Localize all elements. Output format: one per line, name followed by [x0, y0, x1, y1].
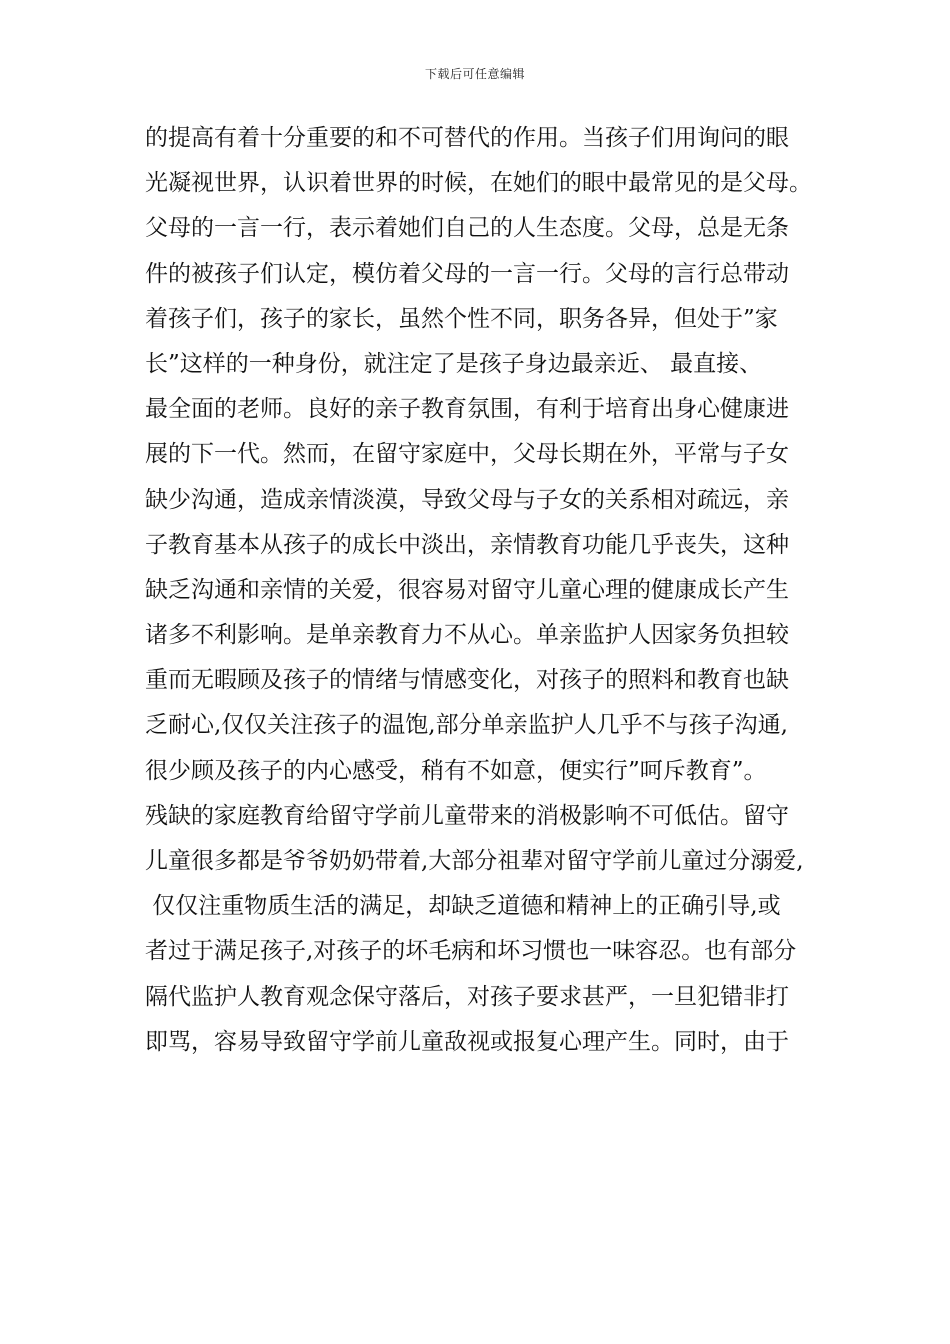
text-line-19: 者过于满足孩子,对孩子的坏毛病和坏习惯也一味容忍。也有部分	[145, 938, 797, 965]
text-line-21: 即骂，容易导致留守学前儿童敌视或报复心理产生。同时，由于	[145, 1028, 789, 1055]
text-line-11: 缺乏沟通和亲情的关爱，很容易对留守儿童心理的健康成长产生	[145, 576, 789, 603]
text-line-5: 着孩子们，孩子的家长，虽然个性不同，职务各异，但处于”家	[145, 305, 778, 332]
text-line-16: 残缺的家庭教育给留守学前儿童带来的消极影响不可低估。留守	[145, 802, 789, 829]
text-line-10: 子教育基本从孩子的成长中淡出，亲情教育功能几乎丧失，这种	[145, 531, 789, 558]
body-text	[145, 116, 825, 1065]
text-line-13: 重而无暇顾及孩子的情绪与情感变化，对孩子的照料和教育也缺	[145, 667, 789, 694]
text-line-7: 最全面的老师。良好的亲子教育氛围，有利于培育出身心健康进	[145, 396, 789, 423]
text-line-3: 父母的一言一行，表示着她们自己的人生态度。父母，总是无条	[145, 215, 789, 242]
text-line-15: 很少顾及孩子的内心感受，稍有不如意，便实行”呵斥教育”。	[145, 757, 767, 784]
text-line-20: 隔代监护人教育观念保守落后，对孩子要求甚严，一旦犯错非打	[145, 983, 789, 1010]
text-line-12: 诸多不利影响。是单亲教育力不从心。单亲监护人因家务负担较	[145, 622, 789, 649]
text-line-1: 的提高有着十分重要的和不可替代的作用。当孩子们用询问的眼	[145, 125, 789, 151]
text-line-4: 件的被孩子们认定，模仿着父母的一言一行。父母的言行总带动	[145, 260, 789, 287]
text-line-8: 展的下一代。然而，在留守家庭中，父母长期在外，平常与子女	[145, 441, 789, 468]
text-line-17: 儿童很多都是爷爷奶奶带着,大部分祖辈对留守学前儿童过分溺爱,	[145, 848, 804, 874]
text-line-6: 长”这样的一种身份，就注定了是孩子身边最亲近、 最直接、	[145, 350, 763, 377]
text-line-2: 光凝视世界，认识着世界的时候，在她们的眼中最常见的是父母。	[145, 170, 812, 197]
text-line-18: 仅仅注重物质生活的满足，却缺乏道德和精神上的正确引导,或	[145, 893, 781, 920]
page-header: 下载后可任意编辑	[424, 67, 525, 81]
text-line-9: 缺少沟通，造成亲情淡漠，导致父母与子女的关系相对疏远，亲	[145, 486, 789, 513]
text-line-14: 乏耐心,仅仅关注孩子的温饱,部分单亲监护人几乎不与孩子沟通,	[145, 712, 788, 739]
